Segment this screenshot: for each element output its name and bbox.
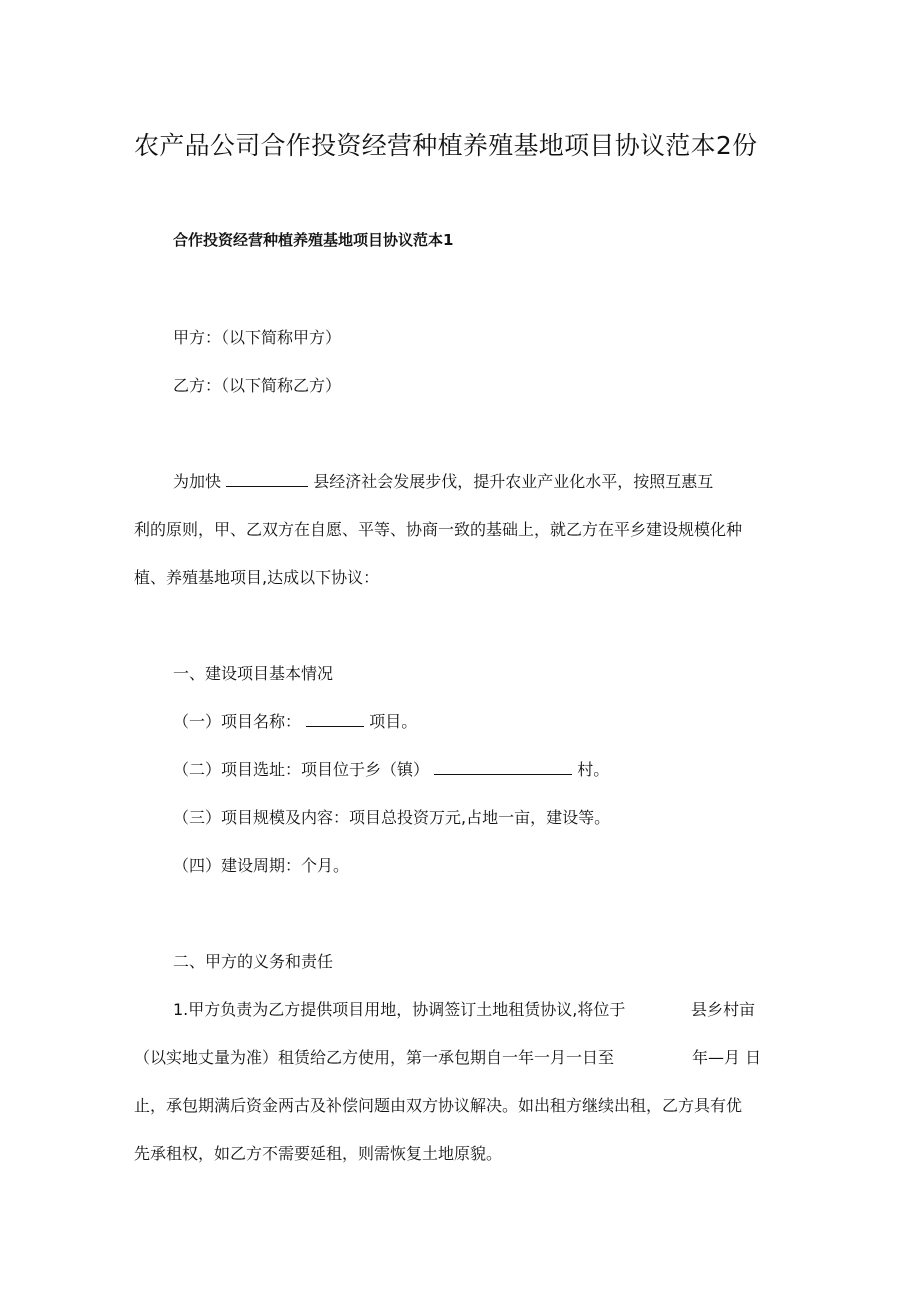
section-2-para-line-4: 先承租权，如乙方不需要延租，则需恢复土地原貌。 xyxy=(134,1144,503,1163)
document-title: 农产品公司合作投资经营种植养殖基地项目协议范本2份 xyxy=(134,131,758,160)
section-2-para-line-2a: （以实地丈量为准）租赁给乙方使用，第一承包期自一年一月一日至 xyxy=(134,1048,615,1067)
section-2-heading: 二、甲方的义务和责任 xyxy=(173,952,334,971)
section-1-item-4: （四）建设周期：个月。 xyxy=(173,856,350,875)
section-1-item-2 xyxy=(173,757,609,780)
party-b-line: 乙方：（以下简称乙方） xyxy=(173,376,342,395)
party-a-line: 甲方：（以下简称甲方） xyxy=(173,328,342,347)
intro-text-b: 县经济社会发展步伐，提升农业产业化水平，按照互惠互 xyxy=(313,472,714,491)
agreement-subtitle: 合作投资经营种植养殖基地项目协议范本1 xyxy=(173,231,454,249)
item-1-text-a: （一）项目名称： xyxy=(173,712,302,731)
section-1-item-3: （三）项目规模及内容：项目总投资万元,占地一亩，建设等。 xyxy=(173,808,611,827)
item-2-text-a: （二）项目选址：项目位于乡（镇） xyxy=(173,760,430,779)
intro-text-a: 为加快 xyxy=(173,472,222,491)
section-2-para-line-1b: 县乡村亩 xyxy=(691,1000,756,1019)
county-blank xyxy=(226,472,308,487)
intro-line-3: 植、养殖基地项目,达成以下协议： xyxy=(134,568,380,587)
intro-line-1 xyxy=(173,469,713,492)
intro-line-2: 利的原则，甲、乙双方在自愿、平等、协商一致的基础上，就乙方在平乡建设规模化种 xyxy=(134,520,743,539)
section-2-para-line-3: 止，承包期满后资金两古及补偿问题由双方协议解决。如出租方继续出租，乙方具有优 xyxy=(134,1096,743,1115)
item-1-text-b: 项目。 xyxy=(369,712,418,731)
section-2-para-line-2b: 年—月 日 xyxy=(692,1048,762,1067)
item-2-text-b: 村。 xyxy=(577,760,610,779)
village-blank xyxy=(434,760,572,775)
section-1-item-1 xyxy=(173,709,417,732)
project-name-blank xyxy=(306,712,364,727)
section-1-heading: 一、建设项目基本情况 xyxy=(173,664,334,683)
section-2-para-line-1a: 1.甲方负责为乙方提供项目用地，协调签订土地租赁协议,将位于 xyxy=(173,1000,626,1019)
